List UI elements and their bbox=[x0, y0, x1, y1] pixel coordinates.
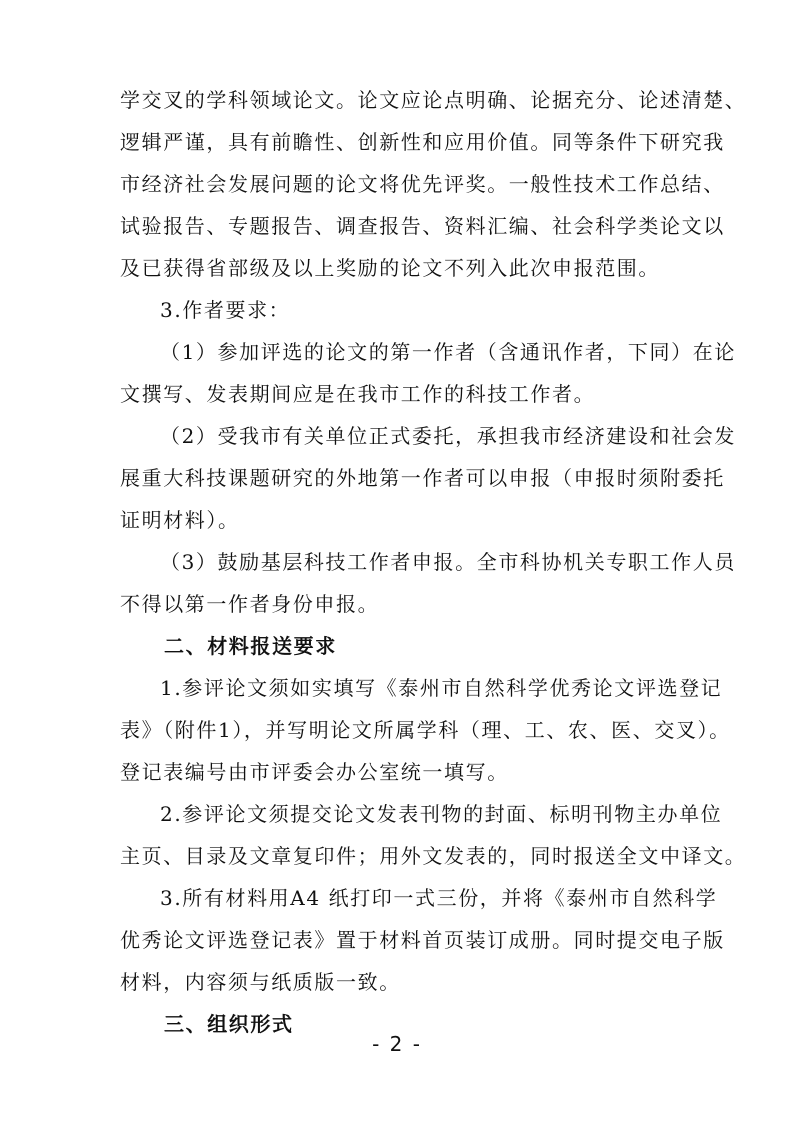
body-text-line: 3.所有材料用A4 纸打印一式三份，并将《泰州市自然科学 bbox=[160, 886, 718, 910]
subsection-heading: 3.作者要求： bbox=[160, 298, 291, 322]
body-text-line: 1.参评论文须如实填写《泰州市自然科学优秀论文评选登记 bbox=[160, 676, 723, 700]
body-text-line: 证明材料）。 bbox=[120, 508, 240, 532]
body-text-line: 材料，内容须与纸质版一致。 bbox=[120, 970, 401, 994]
body-text-line: 学交叉的学科领域论文。论文应论点明确、论据充分、论述清楚、 bbox=[120, 88, 747, 112]
body-text-line: 展重大科技课题研究的外地第一作者可以申报（申报时须附委托 bbox=[120, 466, 725, 490]
page-number: - 2 - bbox=[372, 1032, 422, 1056]
body-text-line: 文撰写、发表期间应是在我市工作的科技工作者。 bbox=[120, 382, 596, 406]
body-text-line: 逻辑严谨，具有前瞻性、创新性和应用价值。同等条件下研究我 bbox=[120, 130, 725, 154]
body-text-line: （3）鼓励基层科技工作者申报。全市科协机关专职工作人员 bbox=[160, 550, 736, 574]
body-text-line: （2）受我市有关单位正式委托，承担我市经济建设和社会发 bbox=[160, 424, 736, 448]
body-text-line: 不得以第一作者身份申报。 bbox=[120, 592, 380, 616]
section-heading: 三、组织形式 bbox=[164, 1012, 294, 1036]
body-text-line: 表》（附件1），并写明论文所属学科（理、工、农、医、交叉）。 bbox=[120, 718, 731, 742]
body-text-line: 登记表编号由市评委会办公室统一填写。 bbox=[120, 760, 509, 784]
body-text-line: 主页、目录及文章复印件；用外文发表的，同时报送全文中译文。 bbox=[120, 844, 747, 868]
body-text-line: 市经济社会发展问题的论文将优先评奖。一般性技术工作总结、 bbox=[120, 172, 725, 196]
body-text-line: 优秀论文评选登记表》置于材料首页装订成册。同时提交电子版 bbox=[120, 928, 725, 952]
section-heading: 二、材料报送要求 bbox=[164, 634, 337, 658]
body-text-line: 及已获得省部级及以上奖励的论文不列入此次申报范围。 bbox=[120, 256, 660, 280]
body-text-line: 试验报告、专题报告、调查报告、资料汇编、社会科学类论文以 bbox=[120, 214, 725, 238]
body-text-line: （1）参加评选的论文的第一作者（含通讯作者，下同）在论 bbox=[160, 340, 736, 364]
body-text-line: 2.参评论文须提交论文发表刊物的封面、标明刊物主办单位 bbox=[160, 802, 723, 826]
